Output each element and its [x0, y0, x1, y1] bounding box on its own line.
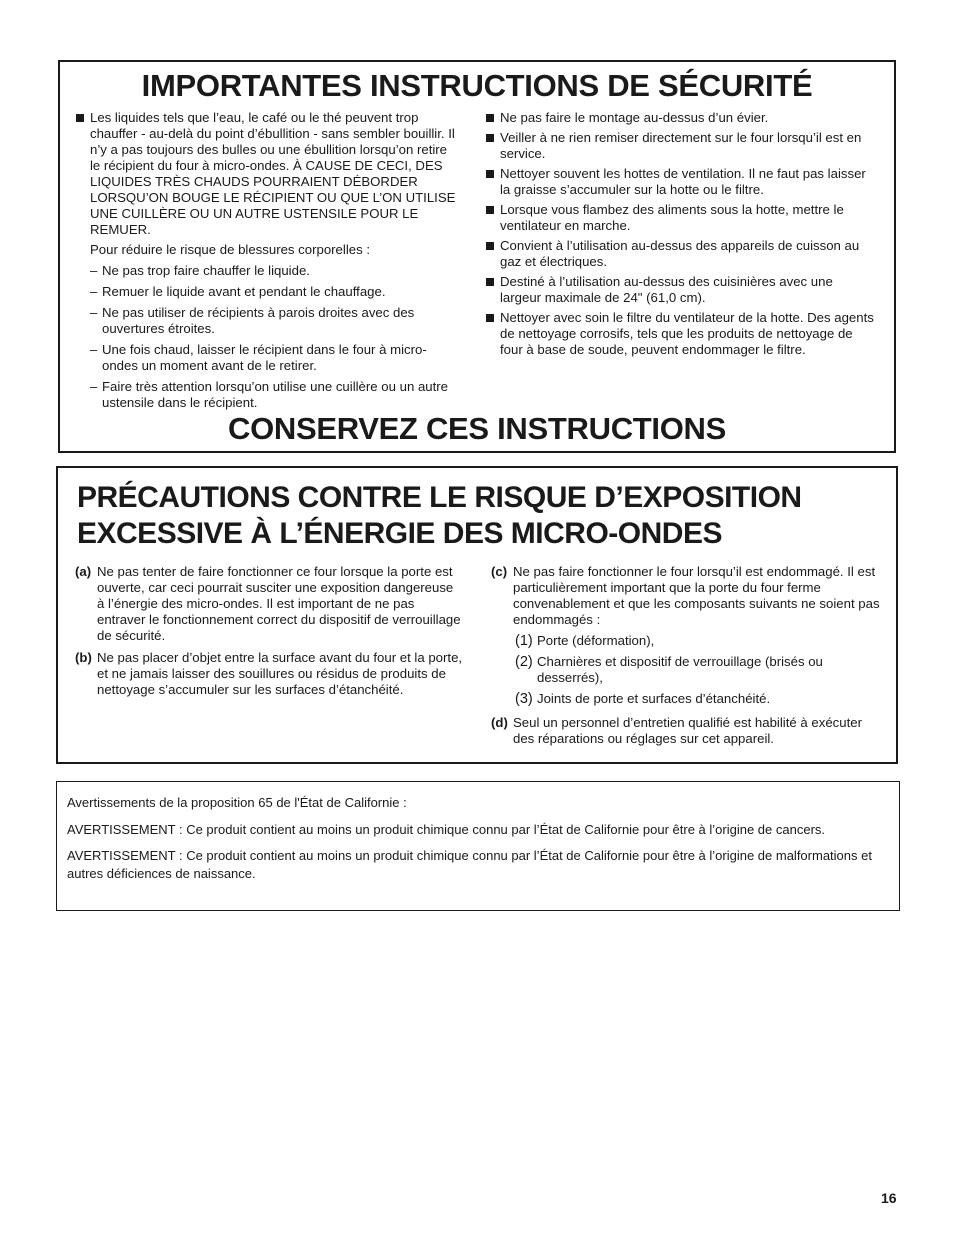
square-bullet-icon: [486, 134, 494, 142]
bullet-item: [486, 110, 876, 126]
intro-text: Pour réduire le risque de blessures corporelles :: [90, 242, 371, 257]
sub-item-number: (3): [515, 691, 533, 707]
sub-item: [491, 691, 881, 707]
precautions-title-line1: PRÉCAUTIONS CONTRE LE RISQUE D’EXPOSITION: [77, 481, 802, 514]
safety-left-column: [76, 110, 456, 416]
dash-item: [76, 284, 456, 300]
precautions-right-column: [491, 564, 881, 752]
save-instructions-title: CONSERVEZ CES INSTRUCTIONS: [227, 411, 727, 446]
dash-item: [76, 379, 456, 411]
dash-text: Ne pas trop faire chauffer le liquide.: [102, 263, 310, 278]
sub-item: [491, 633, 881, 649]
page-number: 16: [881, 1190, 897, 1206]
bullet-item: [486, 238, 876, 270]
bullet-text: Destiné à l’utilisation au-dessus des cuisinières avec une largeur maximale de 24" (61,0 cm).: [500, 274, 833, 305]
item-label: (a): [75, 564, 92, 579]
bullet-item: [486, 130, 876, 162]
dash-text: Remuer le liquide avant et pendant le chauffage.: [102, 284, 386, 299]
dash-text: Ne pas utiliser de récipients à parois droites avec des ouvertures étroites.: [102, 305, 415, 336]
precaution-item-a: [75, 564, 463, 644]
bullet-text: Nettoyer avec soin le filtre du ventilateur de la hotte. Des agents de nettoyage corrosifs, tels que les produits de nettoyage de four à base de soude, peuvent endommager le filtre.: [500, 310, 874, 357]
dash-text: Faire très attention lorsqu’on utilise une cuillère ou un autre ustensile dans le récipient.: [102, 379, 449, 410]
dash-icon: –: [90, 305, 98, 320]
sub-item-text: Joints de porte et surfaces d’étanchéité.: [537, 691, 771, 706]
precautions-title-line2: EXCESSIVE À L’ÉNERGIE DES MICRO-ONDES: [77, 517, 722, 550]
bullet-item: [486, 166, 876, 198]
square-bullet-icon: [486, 242, 494, 250]
dash-icon: –: [90, 284, 98, 299]
prop65-warning-cancer: AVERTISSEMENT : Ce produit contient au moins un produit chimique connu par l’État de Californie pour être à l’origine de cancers.: [67, 821, 826, 837]
precaution-item-b: [75, 650, 463, 698]
bullet-item: [486, 202, 876, 234]
item-text: Ne pas tenter de faire fonctionner ce four lorsque la porte est ouverte, car ceci pourrait susciter une exposition dangereuse à l’énergie des micro-ondes. Il est important de ne pas entraver le fonctionnement correct du dispositif de verrouillage de sécurité.: [97, 564, 461, 643]
square-bullet-icon: [76, 114, 84, 122]
dash-icon: –: [90, 342, 98, 357]
bullet-text: Les liquides tels que l’eau, le café ou le thé peuvent trop chauffer - au-delà du point d’ébullition - sans sembler bouillir. Il n’y a pas toujours des bulles ou une ébullition lorsqu’on retire le récipient du four à micro-ondes. À CAUSE DE CECI, DES LIQUIDES TRÈS CHAUDS POURRAIENT DÉBORDER LORSQU’ON BOUGE LE RÉCIPIENT OU QUE L’ON UTILISE UNE CUILLÈRE OU UN AUTRE USTENSILE POUR LE REMUER.: [90, 110, 456, 237]
dash-item: [76, 342, 456, 374]
dash-item: [76, 263, 456, 279]
safety-instructions-box: [58, 60, 896, 453]
bullet-item: [486, 310, 876, 358]
bullet-text: Nettoyer souvent les hottes de ventilation. Il ne faut pas laisser la graisse s’accumuler sur la hotte ou le filtre.: [500, 166, 866, 197]
safety-right-column: [486, 110, 876, 362]
bullet-text: Lorsque vous flambez des aliments sous la hotte, mettre le ventilateur en marche.: [500, 202, 844, 233]
sub-item-text: Porte (déformation),: [537, 633, 655, 648]
sub-item: [491, 654, 881, 686]
precaution-item-c: [491, 564, 881, 628]
item-text: Seul un personnel d’entretien qualifié est habilité à exécuter des réparations ou réglages sur cet appareil.: [513, 715, 862, 746]
item-label: (c): [491, 564, 508, 579]
square-bullet-icon: [486, 314, 494, 322]
bullet-text: Veiller à ne rien remiser directement sur le four lorsqu’il est en service.: [500, 130, 862, 161]
item-text: Ne pas placer d’objet entre la surface avant du four et la porte, et ne jamais laisser des souillures ou résidus de produits de nettoyage s’accumuler sur les surfaces d’étanchéité.: [97, 650, 463, 697]
square-bullet-icon: [486, 206, 494, 214]
dash-icon: –: [90, 263, 98, 278]
bullet-item: [486, 274, 876, 306]
prop65-box: [56, 781, 900, 911]
dash-item: [76, 305, 456, 337]
precaution-item-d: [491, 715, 881, 747]
dash-icon: –: [90, 379, 98, 394]
bullet-text: Ne pas faire le montage au-dessus d’un évier.: [500, 110, 769, 125]
bullet-text: Convient à l’utilisation au-dessus des appareils de cuisson au gaz et électriques.: [500, 238, 860, 269]
precautions-box: [56, 466, 898, 764]
dash-text: Une fois chaud, laisser le récipient dans le four à micro-ondes un moment avant de le retirer.: [102, 342, 427, 373]
bullet-item: [76, 110, 456, 238]
precautions-left-column: [75, 564, 463, 703]
square-bullet-icon: [486, 170, 494, 178]
prop65-heading: Avertissements de la proposition 65 de l'État de Californie :: [67, 795, 407, 810]
sub-item-text: Charnières et dispositif de verrouillage (brisés ou desserrés),: [537, 654, 823, 685]
item-text: Ne pas faire fonctionner le four lorsqu’il est endommagé. Il est particulièrement important que la porte du four ferme convenablement et que les composants suivants ne soient pas endommagés :: [513, 564, 880, 627]
sub-item-number: (1): [515, 633, 533, 649]
precautions-title: [77, 480, 802, 552]
safety-title: IMPORTANTES INSTRUCTIONS DE SÉCURITÉ: [141, 68, 813, 103]
prop65-text: [67, 794, 877, 891]
square-bullet-icon: [486, 278, 494, 286]
sub-item-number: (2): [515, 654, 533, 670]
item-label: (d): [491, 715, 508, 730]
item-label: (b): [75, 650, 92, 665]
prop65-warning-birth-defects: AVERTISSEMENT : Ce produit contient au moins un produit chimique connu par l’État de Californie pour être à l’origine de malformations et autres déficiences de naissance.: [67, 848, 872, 881]
square-bullet-icon: [486, 114, 494, 122]
